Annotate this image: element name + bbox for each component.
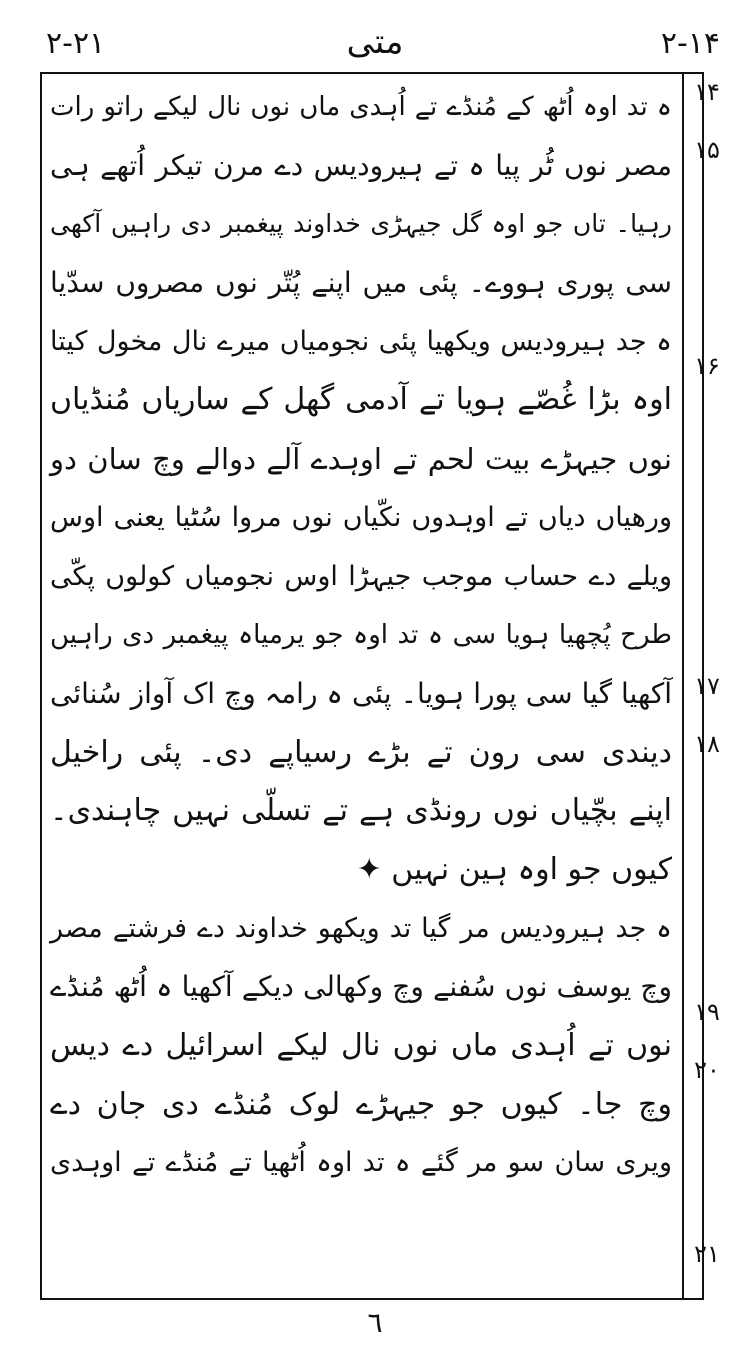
verse-number: ۱۸	[694, 730, 720, 758]
text-line: وچ جا۔ کیوں جو جیہڑے لوک مُنڈے دی جان دے	[50, 1086, 672, 1122]
text-line: اپنے بچّیاں نوں رونڈی ہے تے تسلّی نہیں چاہندی۔	[50, 793, 672, 829]
header-left-reference: ۲-۲۱	[46, 26, 106, 61]
verse-number-column	[684, 72, 730, 1300]
text-line: کیوں جو اوہ ہین نہیں ✦	[356, 851, 672, 887]
scripture-text	[44, 78, 678, 1298]
text-line: ہ تد اوہ اُٹھ کے مُنڈے تے اُہدی ماں نوں نال لیکے راتو رات	[50, 92, 672, 122]
text-line: ویلے دے حساب موجب جیہڑا اوس نجومیاں کولوں پکّی	[50, 560, 672, 592]
text-line: سی پوری ہووے۔ پئی میں اپنے پُتّر نوں مصروں سدّیا	[50, 266, 672, 300]
verse-number: ۱۹	[694, 998, 720, 1026]
text-line: نوں تے اُہدی ماں نوں نال لیکے اسرائیل دے دیس	[50, 1028, 672, 1063]
text-line: وچ یوسف نوں سُفنے وچ وکھالی دیکے آکھیا ہ اُٹھ مُنڈے	[50, 970, 672, 1004]
text-line: ویری سان سو مر گئے ہ تد اوہ اُٹھیا تے مُنڈے تے اوہدی	[50, 1147, 672, 1179]
verse-number: ۲۱	[694, 1240, 720, 1268]
text-line: نوں جیہڑے بیت لحم تے اوہدے آلے دوالے وچ سان دو	[50, 442, 672, 477]
text-line: ہ جد ہیرودیس ویکھیا پئی نجومیاں میرے نال مخول کیتا	[50, 325, 672, 357]
verse-number: ۱۶	[694, 352, 720, 380]
verse-number: ۱۴	[694, 78, 720, 106]
page-header	[0, 22, 750, 72]
text-line: مصر نوں ٹُر پیا ہ تے ہیرودیس دے مرن تیکر اُتھے ہی	[50, 148, 672, 182]
text-line: دیندی سی رون تے بڑے رسیاپے دی۔ پئی راخیل	[50, 734, 672, 770]
verse-number: ۲۰	[694, 1056, 720, 1084]
header-right-reference: ۲-۱۴	[660, 26, 720, 61]
text-line: اوہ بڑا غُصّے ہویا تے آدمی گھل کے ساریاں مُنڈیاں	[50, 382, 672, 418]
text-line: رہیا۔ تاں جو اوہ گل جیہڑی خداوند پیغمبر دی راہیں آکھی	[50, 209, 672, 239]
text-line: طرح پُچھیا ہویا سی ہ تد اوہ جو یرمیاہ پیغمبر دی راہیں	[50, 620, 672, 651]
text-line: آکھیا گیا سی پورا ہویا۔ پئی ہ رامہ وچ اک آواز سُنائی	[50, 676, 672, 710]
text-line: ہ جد ہیرودیس مر گیا تد ویکھو خداوند دے فرشتے مصر	[50, 912, 672, 944]
verse-number: ۱۷	[694, 672, 720, 700]
page-number: ٦	[367, 1306, 383, 1339]
text-line: ورھیاں دیاں تے اوہدوں نکّیاں نوں مروا سُٹیا یعنی اوس	[50, 501, 672, 533]
verse-number: ۱۵	[694, 136, 720, 164]
book-title: متی	[346, 22, 404, 62]
